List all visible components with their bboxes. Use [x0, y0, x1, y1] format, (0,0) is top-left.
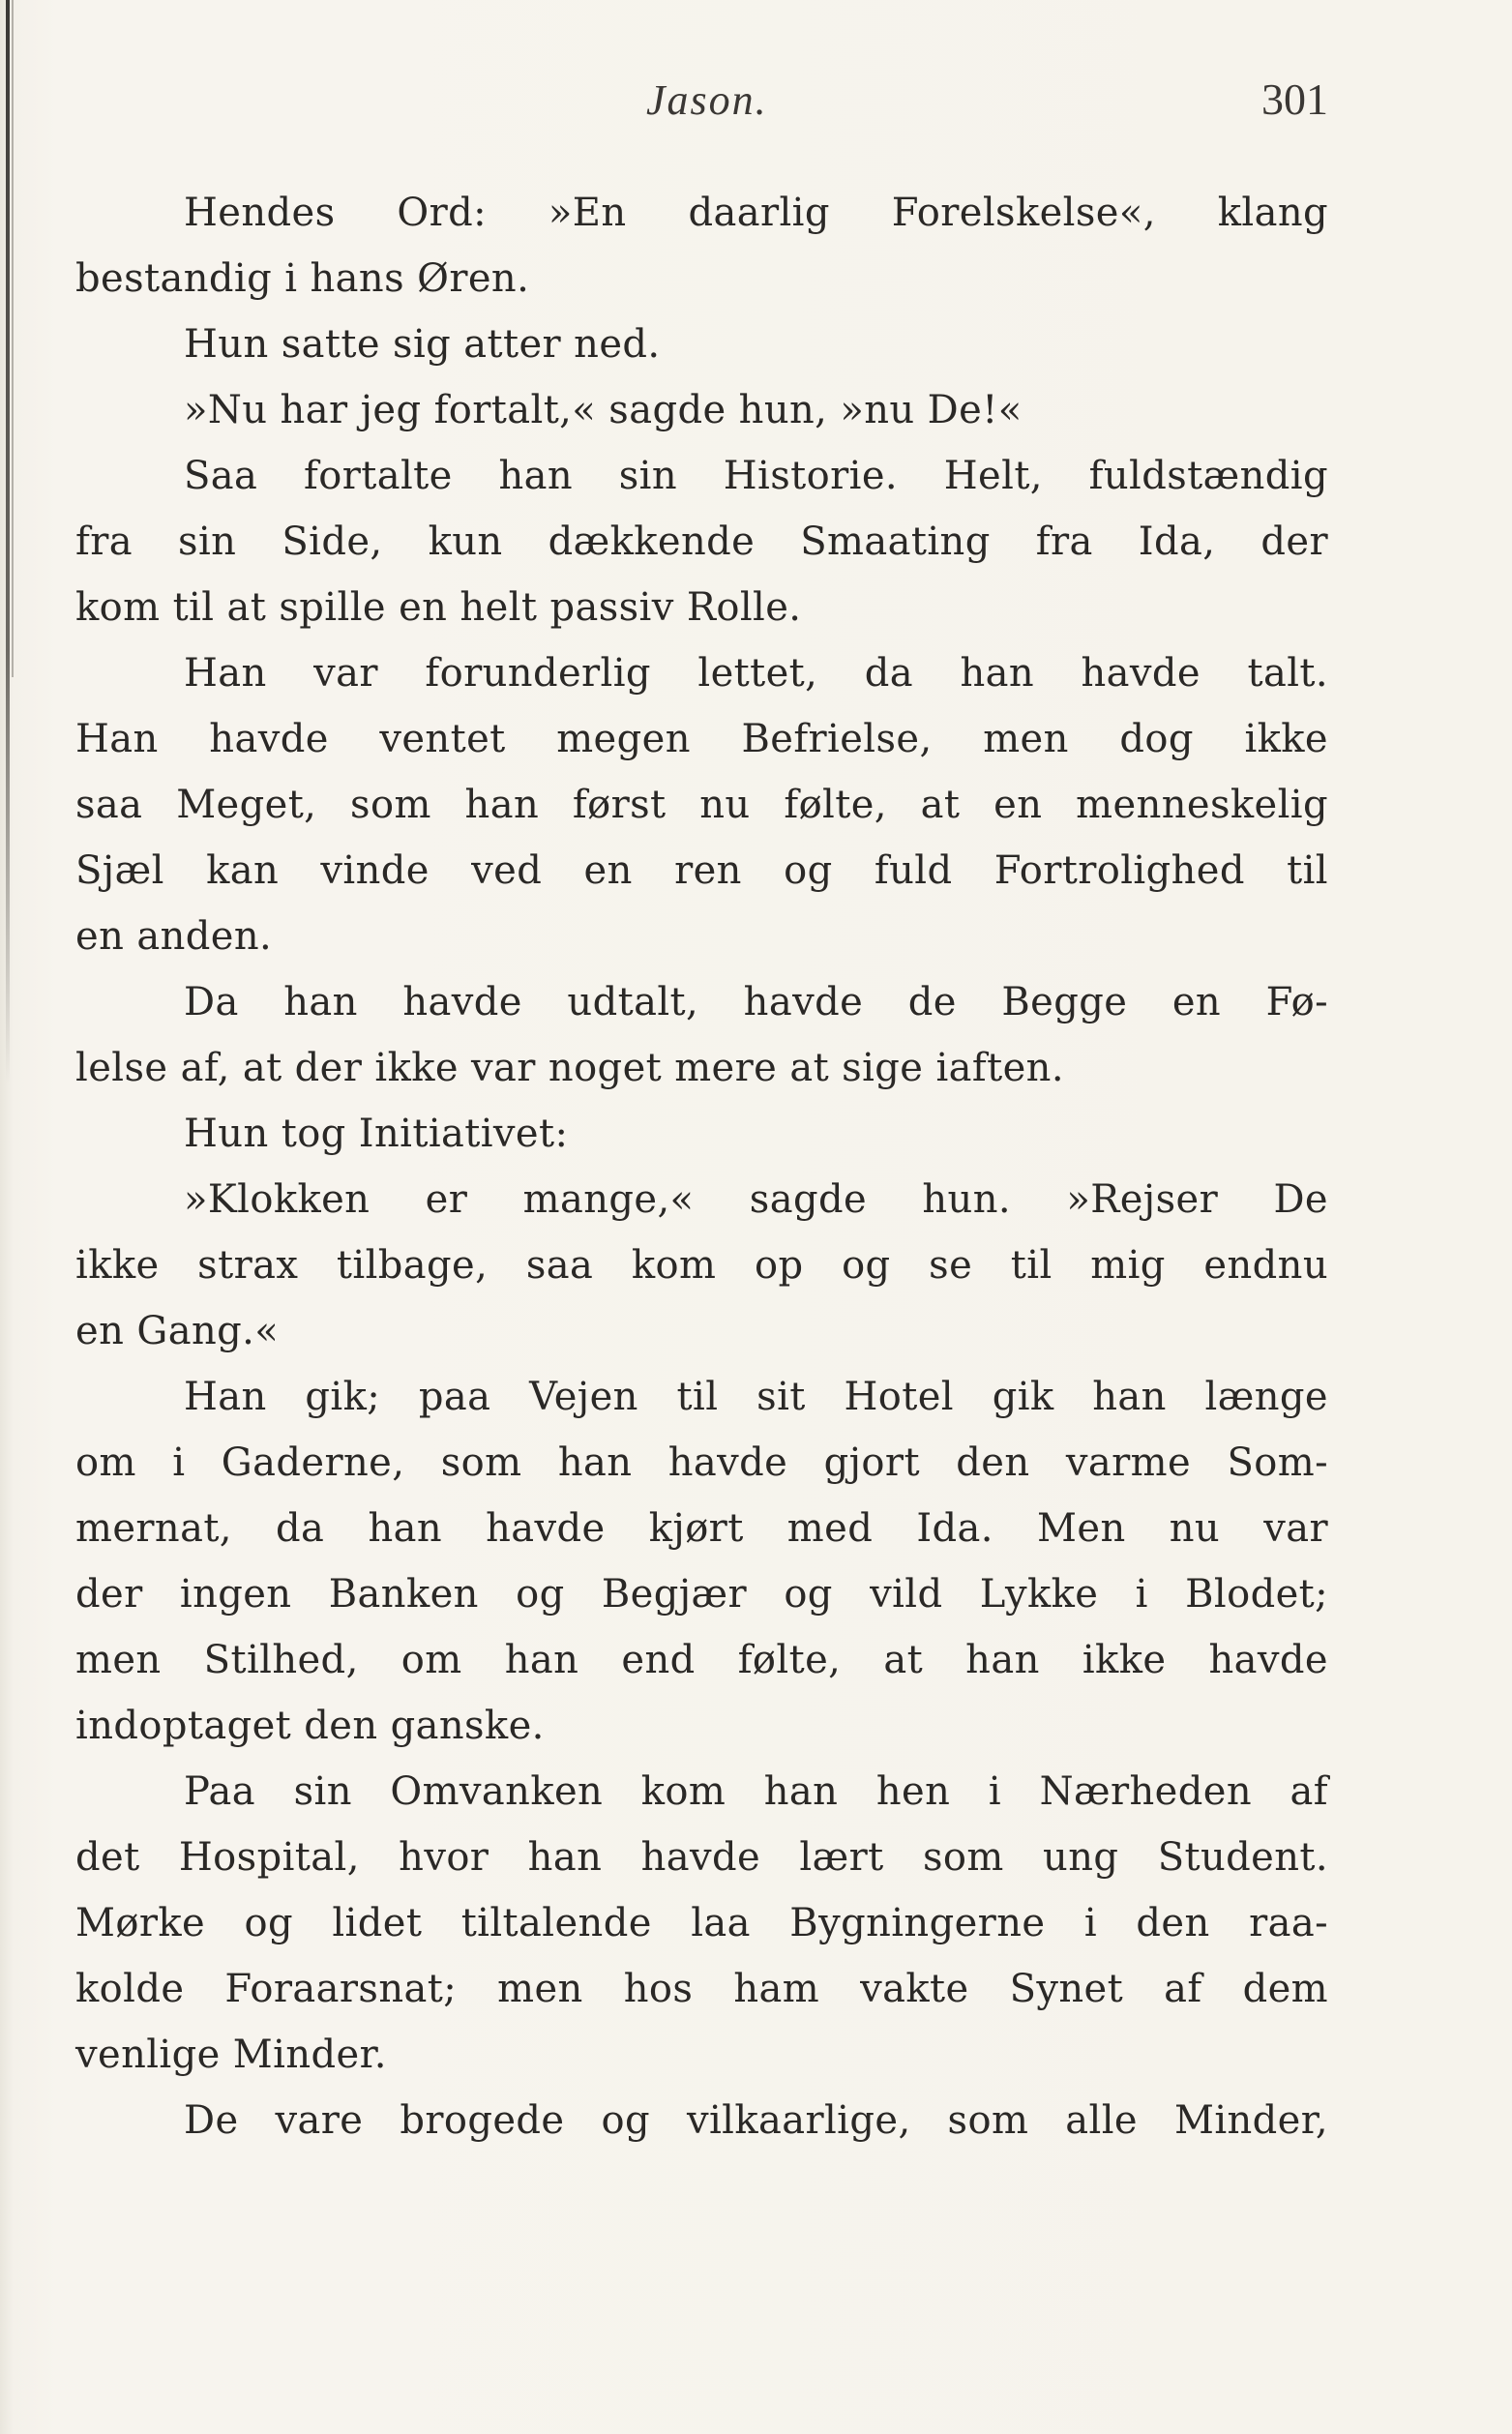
text-line: kom til at spille en helt passiv Rolle. [75, 585, 802, 630]
text-line: indoptaget den ganske. [75, 1704, 545, 1748]
text-line: Paa sin Omvanken kom han hen i Nærheden af [184, 1769, 1328, 1814]
text-line: der ingen Banken og Begjær og vild Lykke i Blodet; [75, 1572, 1328, 1617]
text-line: Han var forunderlig lettet, da han havde talt. [184, 651, 1328, 696]
text-line: Mørke og lidet tiltalende laa Bygningerne i den raa- [75, 1901, 1328, 1945]
text-line: en Gang.« [75, 1309, 280, 1353]
text-line: saa Meget, som han først nu følte, at en menneskelig [75, 783, 1328, 827]
text-line: Han gik; paa Vejen til sit Hotel gik han længe [184, 1375, 1328, 1419]
running-head [75, 75, 1328, 143]
text-line: Han havde ventet megen Befrielse, men dog ikke [75, 717, 1328, 761]
text-line: bestandig i hans Øren. [75, 256, 530, 301]
text-line: mernat, da han havde kjørt med Ida. Men nu var [75, 1506, 1328, 1551]
text-line: »Nu har jeg fortalt,« sagde hun, »nu De!« [184, 388, 1023, 432]
text-line: venlige Minder. [75, 2033, 387, 2077]
page-number: 301 [1261, 74, 1328, 124]
text-line: Hun satte sig atter ned. [184, 322, 661, 367]
text-line: om i Gaderne, som han havde gjort den varme Som- [75, 1440, 1328, 1485]
body-text [75, 180, 1328, 2153]
text-line: Sjæl kan vinde ved en ren og fuld Fortrolighed til [75, 848, 1328, 893]
text-line: men Stilhed, om han end følte, at han ikke havde [75, 1638, 1328, 1682]
text-line: Hendes Ord: »En daarlig Forelskelse«, klang [184, 191, 1328, 235]
text-line: De vare brogede og vilkaarlige, som alle Minder, [184, 2098, 1328, 2143]
text-line: lelse af, at der ikke var noget mere at sige iaften. [75, 1046, 1064, 1090]
text-line: Da han havde udtalt, havde de Begge en Fø- [184, 980, 1328, 1024]
text-line: kolde Foraarsnat; men hos ham vakte Synet af dem [75, 1967, 1328, 2011]
text-line: Saa fortalte han sin Historie. Helt, fuldstændig [184, 454, 1328, 498]
text-line: det Hospital, hvor han havde lært som ung Student. [75, 1835, 1328, 1880]
text-line: en anden. [75, 914, 273, 959]
binding-gutter-shadow [6, 0, 10, 1083]
binding-gutter-line [12, 0, 14, 677]
text-line: ikke strax tilbage, saa kom op og se til mig endnu [75, 1243, 1328, 1288]
text-line: »Klokken er mange,« sagde hun. »Rejser De [184, 1177, 1328, 1222]
running-title: Jason. [646, 76, 768, 124]
text-line: fra sin Side, kun dækkende Smaating fra Ida, der [75, 519, 1328, 564]
text-line: Hun tog Initiativet: [184, 1112, 569, 1156]
